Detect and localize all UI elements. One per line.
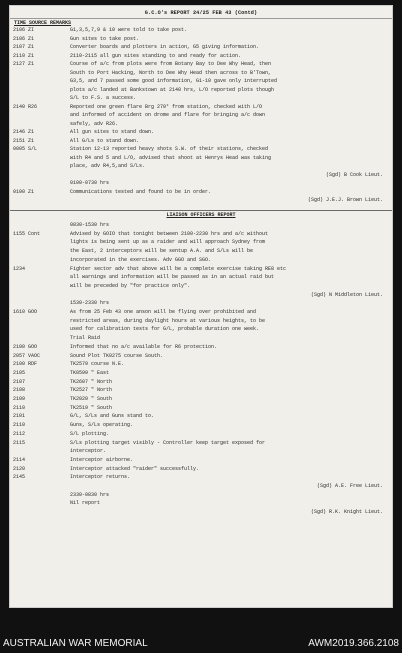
- log-line: [13, 138, 389, 146]
- log-line: [13, 231, 389, 239]
- log-line: [13, 474, 389, 482]
- log-line: [13, 112, 389, 120]
- log-time-source: 2108: [13, 387, 26, 394]
- footer-institution: AUSTRALIAN WAR MEMORIAL: [3, 638, 148, 649]
- log-remark: Communications tested and found to be in order.: [70, 188, 212, 195]
- log-time-source: 2120: [13, 465, 26, 472]
- log-remark: Gun sites to take post.: [70, 35, 140, 42]
- log-time-source: 2057 VAOC: [13, 352, 41, 359]
- log-line: [13, 104, 389, 112]
- log-line: [13, 379, 389, 387]
- log-time-source: 1610 GOO: [13, 309, 38, 315]
- log-line: [13, 36, 389, 44]
- log-remark: 0830-1530 hrs: [70, 222, 110, 228]
- log-time-source: 2106 ZI: [13, 27, 35, 33]
- log-line: [13, 70, 389, 78]
- log-time-source: 2106 Z1: [13, 35, 35, 42]
- log-remark: Station 12-13 reported heavy shots S.W. of their stations, checked: [70, 146, 269, 152]
- log-remark: Trial Raid: [70, 335, 101, 342]
- log-remark: 2110-2115 all gun sites standing to and ready for action.: [70, 52, 242, 59]
- log-line: [13, 283, 389, 291]
- log-remark: (Sgd) A.E. Free Lieut.: [316, 483, 383, 489]
- log-line: [13, 292, 389, 300]
- log-time-source: 0100 Z1: [13, 188, 35, 195]
- log-remark: Interceptor returns.: [70, 474, 131, 481]
- log-remark: plots a/c landed at Bankstown at 2140 hrs, L/O reported plots though: [70, 86, 275, 93]
- log-time-source: 2112: [13, 430, 26, 437]
- log-time-source: 2146 Z1: [13, 129, 35, 135]
- log-remark: TK2527 " North: [70, 387, 113, 394]
- log-remark: G/L, S/Ls and Guns stand to.: [70, 413, 155, 420]
- log-line: [13, 155, 389, 163]
- log-line: [13, 387, 389, 395]
- log-line: [13, 121, 389, 129]
- log-line: [13, 509, 389, 517]
- log-remark: Nil report: [70, 500, 101, 507]
- log-line: [13, 266, 389, 274]
- log-line: [13, 344, 389, 352]
- footer-accession-number: AWM2019.366.2108: [308, 638, 399, 649]
- log-remark: Interceptor attacked "raider" successfully.: [70, 465, 200, 472]
- log-line: [13, 483, 389, 491]
- log-line: [13, 309, 389, 317]
- log-line: [13, 78, 389, 86]
- log-time-source: 2115: [13, 439, 26, 446]
- log-remark: Fighter sector adv that above will be a complete exercise taking RE8 etc: [70, 265, 287, 272]
- log-line: [13, 27, 389, 35]
- footer-bar: [0, 614, 402, 653]
- log-time-source: 2110: [13, 404, 26, 411]
- log-remark: Interceptor airborne.: [70, 456, 134, 463]
- log-remark: TK2579 course N.E.: [70, 361, 125, 368]
- log-remark: (Sgd) N Middleton Lieut.: [310, 291, 383, 298]
- section-liaison-heading: LIAISON OFFICERS REPORT: [166, 212, 236, 218]
- log-line: [13, 172, 389, 180]
- log-line: [13, 492, 389, 500]
- log-line: [13, 189, 389, 197]
- log-remark: TK2607 " North: [70, 378, 113, 385]
- log-line: [13, 257, 389, 265]
- log-remark: interceptor.: [70, 448, 107, 455]
- log-remark: lights is being sent up as a raider and will approach Sydney from: [70, 239, 266, 246]
- log-line: [13, 87, 389, 95]
- log-time-source: 2100 RDF: [13, 361, 38, 368]
- log-time-source: 2107 Z1: [13, 44, 35, 50]
- log-remark: TK2020 " South: [70, 396, 113, 402]
- log-time-source: 2110: [13, 422, 26, 429]
- log-line: [13, 95, 389, 103]
- log-remark: As from 25 Feb 43 one anson will be flying over prohibited and: [70, 309, 257, 315]
- log-line: [13, 222, 389, 230]
- log-remark: Sound Plot TK0275 course South.: [70, 352, 164, 359]
- log-time-source: 0005 S/L: [13, 146, 38, 152]
- log-remark: G3,5, and 7 passed some good information, G1-10 gave only interrupted: [70, 78, 278, 84]
- log-remark: (Sgd) J.E.J. Brown Lieut.: [307, 197, 383, 203]
- log-line: [13, 448, 389, 456]
- log-remark: Advised by GOIO that tonight between 2100-2230 hrs and a/c without: [70, 230, 269, 237]
- log-remark: S/L plotting.: [70, 430, 110, 437]
- log-remark: all warnings and information will be passed as in an actual raid but: [70, 274, 275, 281]
- section-remarks-heading: TIME SOURCE REMARKS: [14, 20, 72, 26]
- log-line: [13, 44, 389, 52]
- log-remark: Informed that no a/c available for R6 protection.: [70, 343, 218, 350]
- log-time-source: 1234: [13, 265, 26, 272]
- log-line: [13, 248, 389, 256]
- log-remark: S/L to F.S. a success.: [70, 95, 137, 101]
- log-line: [13, 466, 389, 474]
- report-header: G.C.O's REPORT 24/25 FEB 43 (Contd): [144, 10, 258, 16]
- log-remark: and informed of accident on drome and flare for bringing a/c down: [70, 112, 266, 118]
- log-line: [13, 300, 389, 308]
- log-time-source: 1155 Cont: [13, 230, 41, 237]
- log-time-source: 2105: [13, 369, 26, 376]
- log-remark: place, adv R4,5,and S/Ls.: [70, 163, 146, 169]
- log-line: [13, 239, 389, 247]
- log-line: [13, 396, 389, 404]
- log-remark: Course of a/c from plots were from Botany Bay to Dee Why Head, then: [70, 61, 272, 67]
- log-time-source: 2145: [13, 474, 26, 481]
- log-time-source: 2151 Z1: [13, 137, 35, 144]
- log-remark: Converter boards and plotters in action, G5 giving information.: [70, 44, 260, 50]
- log-line: [13, 413, 389, 421]
- log-time-source: 2114: [13, 456, 26, 463]
- log-remark: (Sgd) B Cook Lieut.: [325, 171, 383, 178]
- log-remark: G1,3,5,7,9 & 10 were told to take post.: [70, 27, 188, 33]
- log-line: [13, 326, 389, 334]
- log-line: [13, 61, 389, 69]
- log-remark: safely, adv R26.: [70, 120, 119, 127]
- log-line: [13, 500, 389, 508]
- log-line: [13, 370, 389, 378]
- log-line: [13, 440, 389, 448]
- header-rule: [10, 18, 392, 19]
- log-time-source: 2127 Z1: [13, 61, 35, 67]
- log-remark: 1530-2330 hrs: [70, 300, 110, 307]
- log-remark: TK0599 " East: [70, 369, 110, 376]
- log-remark: All gun sites to stand down.: [70, 129, 155, 135]
- log-remark: Guns, S/Ls operating.: [70, 422, 134, 429]
- log-remark: 2330-0830 hrs: [70, 491, 110, 498]
- log-remark: South to Port Hacking, North to Dee Why Head then across to B'Town,: [70, 69, 272, 76]
- log-remark: (Sgd) R.K. Knight Lieut.: [310, 509, 383, 516]
- section-separator: [10, 210, 392, 211]
- log-line: [13, 146, 389, 154]
- log-time-source: 2100 GOO: [13, 343, 38, 350]
- log-line: [13, 129, 389, 137]
- log-line: [13, 361, 389, 369]
- log-time-source: 2109: [13, 396, 26, 402]
- document-page: [9, 5, 393, 608]
- log-remark: the East, 2 interceptors will be sentup A.A. and S/Ls will be: [70, 248, 254, 255]
- log-remark: will be preceded by "for practice only".: [70, 282, 191, 289]
- log-line: [13, 274, 389, 282]
- log-remark: restricted areas, during daylight hours at various heights, to be: [70, 317, 266, 324]
- log-line: [13, 180, 389, 188]
- log-line: [13, 405, 389, 413]
- log-remark: used for calibration tests for G/L, probable duration one week.: [70, 326, 260, 333]
- log-remark: with R4 and 5 and L/O, advised that shoot at Henrys Head was taking: [70, 154, 272, 161]
- log-line: [13, 197, 389, 205]
- log-line: [13, 53, 389, 61]
- log-line: [13, 431, 389, 439]
- log-line: [13, 163, 389, 171]
- log-time-source: 2101: [13, 413, 26, 420]
- log-remark: 0100-0730 hrs: [70, 180, 110, 186]
- log-line: [13, 318, 389, 326]
- log-line: [13, 457, 389, 465]
- log-time-source: 2107: [13, 378, 26, 385]
- log-line: [13, 422, 389, 430]
- log-time-source: 2110 Z1: [13, 52, 35, 59]
- log-remark: TK2519 " South: [70, 404, 113, 411]
- log-line: [13, 353, 389, 361]
- log-remark: All G/Ls to stand down.: [70, 137, 140, 144]
- log-remark: Reported one green flare Brg 270° from station, checked with L/O: [70, 103, 263, 110]
- log-remark: incorporated in the exercises. Adv GGO and SGO.: [70, 256, 212, 263]
- log-time-source: 2140 R26: [13, 103, 38, 110]
- log-line: [13, 335, 389, 343]
- log-remark: S/Ls plotting target visibly - Controller keep target exposed for: [70, 439, 266, 446]
